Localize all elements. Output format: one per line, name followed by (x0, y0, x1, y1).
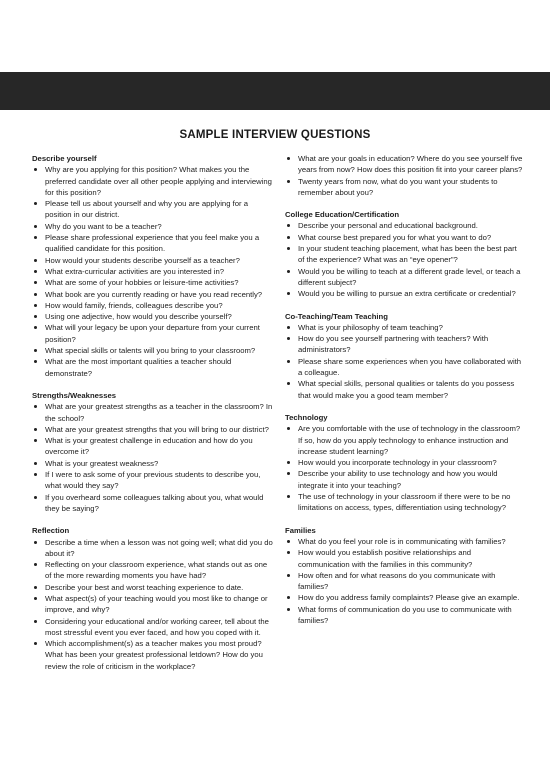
question-list (285, 153, 523, 198)
question-list (32, 401, 273, 514)
question-item: Considering your educational and/or working career, tell about the most stressful event you ever faced, and how you coped with it. (32, 616, 273, 639)
question-item: What book are you currently reading or have you read recently? (32, 289, 273, 300)
question-item: Please share professional experience that you feel make you a qualified candidate for this position. (32, 232, 273, 255)
section-spacer (285, 300, 523, 311)
question-item: What are the most important qualities a teacher should demonstrate? (32, 356, 273, 379)
question-list (285, 220, 523, 299)
section-heading: Strengths/Weaknesses (32, 390, 117, 400)
header-banner (0, 72, 550, 110)
question-item: If I were to ask some of your previous students to describe you, what would they say? (32, 469, 273, 492)
section-heading: Families (285, 525, 316, 535)
question-item: What special skills or talents will you bring to your classroom? (32, 345, 273, 356)
question-item: How do you address family complaints? Please give an example. (285, 592, 523, 603)
question-item: What are your greatest strengths that you will bring to our district? (32, 424, 273, 435)
question-item: In your student teaching placement, what has been the best part of the experience? What was an “eye opener”? (285, 243, 523, 266)
question-item: How would you establish positive relationships and communication with the families in this community? (285, 547, 523, 570)
section-spacer (32, 379, 273, 390)
question-item: Describe your best and worst teaching experience to date. (32, 582, 273, 593)
question-item: How often and for what reasons do you communicate with families? (285, 570, 523, 593)
question-item: How do you see yourself partnering with teachers? With administrators? (285, 333, 523, 356)
question-item: What do you feel your role is in communicating with families? (285, 536, 523, 547)
question-item: Please share some experiences when you have collaborated with a colleague. (285, 356, 523, 379)
section-heading: College Education/Certification (285, 210, 400, 220)
section-spacer (285, 198, 523, 209)
left-column (32, 153, 273, 672)
question-item: How would family, friends, colleagues describe you? (32, 300, 273, 311)
question-item: Are you comfortable with the use of technology in the classroom? If so, how do you apply technology to enhance instruction and increase student learning? (285, 423, 523, 457)
question-item: What are some of your hobbies or leisure-time activities? (32, 277, 273, 288)
page-title: SAMPLE INTERVIEW QUESTIONS (179, 129, 371, 141)
question-item: Describe your ability to use technology and how you would integrate it into your teaching? (285, 468, 523, 491)
section-spacer (285, 514, 523, 525)
question-item: Describe your personal and educational background. (285, 220, 523, 231)
question-item: What forms of communication do you use to communicate with families? (285, 604, 523, 627)
question-list (32, 537, 273, 673)
question-item: What is your greatest weakness? (32, 458, 273, 469)
question-item: What will your legacy be upon your departure from your current position? (32, 322, 273, 345)
question-item: What is your philosophy of team teaching? (285, 322, 523, 333)
question-item: What is your greatest challenge in education and how do you overcome it? (32, 435, 273, 458)
question-item: Would you be willing to pursue an extra certificate or credential? (285, 288, 523, 299)
question-item: Why do you want to be a teacher? (32, 221, 273, 232)
question-list (285, 423, 523, 513)
question-item: What course best prepared you for what you want to do? (285, 232, 523, 243)
question-item: If you overheard some colleagues talking about you, what would they be saying? (32, 492, 273, 515)
question-item: How would you incorporate technology in your classroom? (285, 457, 523, 468)
question-item: Which accomplishment(s) as a teacher makes you most proud? What has been your greatest professional letdown? How do you review the role of criticism in the workplace? (32, 638, 273, 672)
section-heading: Co-Teaching/Team Teaching (285, 311, 388, 321)
question-list (285, 536, 523, 626)
question-item: Would you be willing to teach at a different grade level, or teach a different subject? (285, 266, 523, 289)
question-item: What are your greatest strengths as a teacher in the classroom? In the school? (32, 401, 273, 424)
section-heading: Technology (285, 412, 328, 422)
question-item: Describe a time when a lesson was not going well; what did you do about it? (32, 537, 273, 560)
question-item: Reflecting on your classroom experience, what stands out as one of the more rewarding moments you have had? (32, 559, 273, 582)
question-list (32, 164, 273, 379)
question-item: What extra-curricular activities are you interested in? (32, 266, 273, 277)
section-heading: Reflection (32, 526, 70, 536)
section-heading: Describe yourself (32, 154, 97, 163)
question-item: What aspect(s) of your teaching would you most like to change or improve, and why? (32, 593, 273, 616)
question-list (285, 322, 523, 401)
question-item: Why are you applying for this position? What makes you the preferred candidate over all other people applying and interviewing for this position? (32, 164, 273, 198)
question-item: Please tell us about yourself and why you are applying for a position in our district. (32, 198, 273, 221)
question-item: What are your goals in education? Where do you see yourself five years from now? How does this position fit into your career plans? (285, 153, 523, 176)
question-item: Using one adjective, how would you describe yourself? (32, 311, 273, 322)
section-spacer (32, 514, 273, 525)
right-column (285, 153, 523, 626)
section-spacer (285, 401, 523, 412)
question-item: What special skills, personal qualities or talents do you possess that would make you a good team member? (285, 378, 523, 401)
question-item: How would your students describe yourself as a teacher? (32, 255, 273, 266)
question-item: Twenty years from now, what do you want your students to remember about you? (285, 176, 523, 199)
question-item: The use of technology in your classroom if there were to be no limitations on access, types, differentiation using technology? (285, 491, 523, 514)
